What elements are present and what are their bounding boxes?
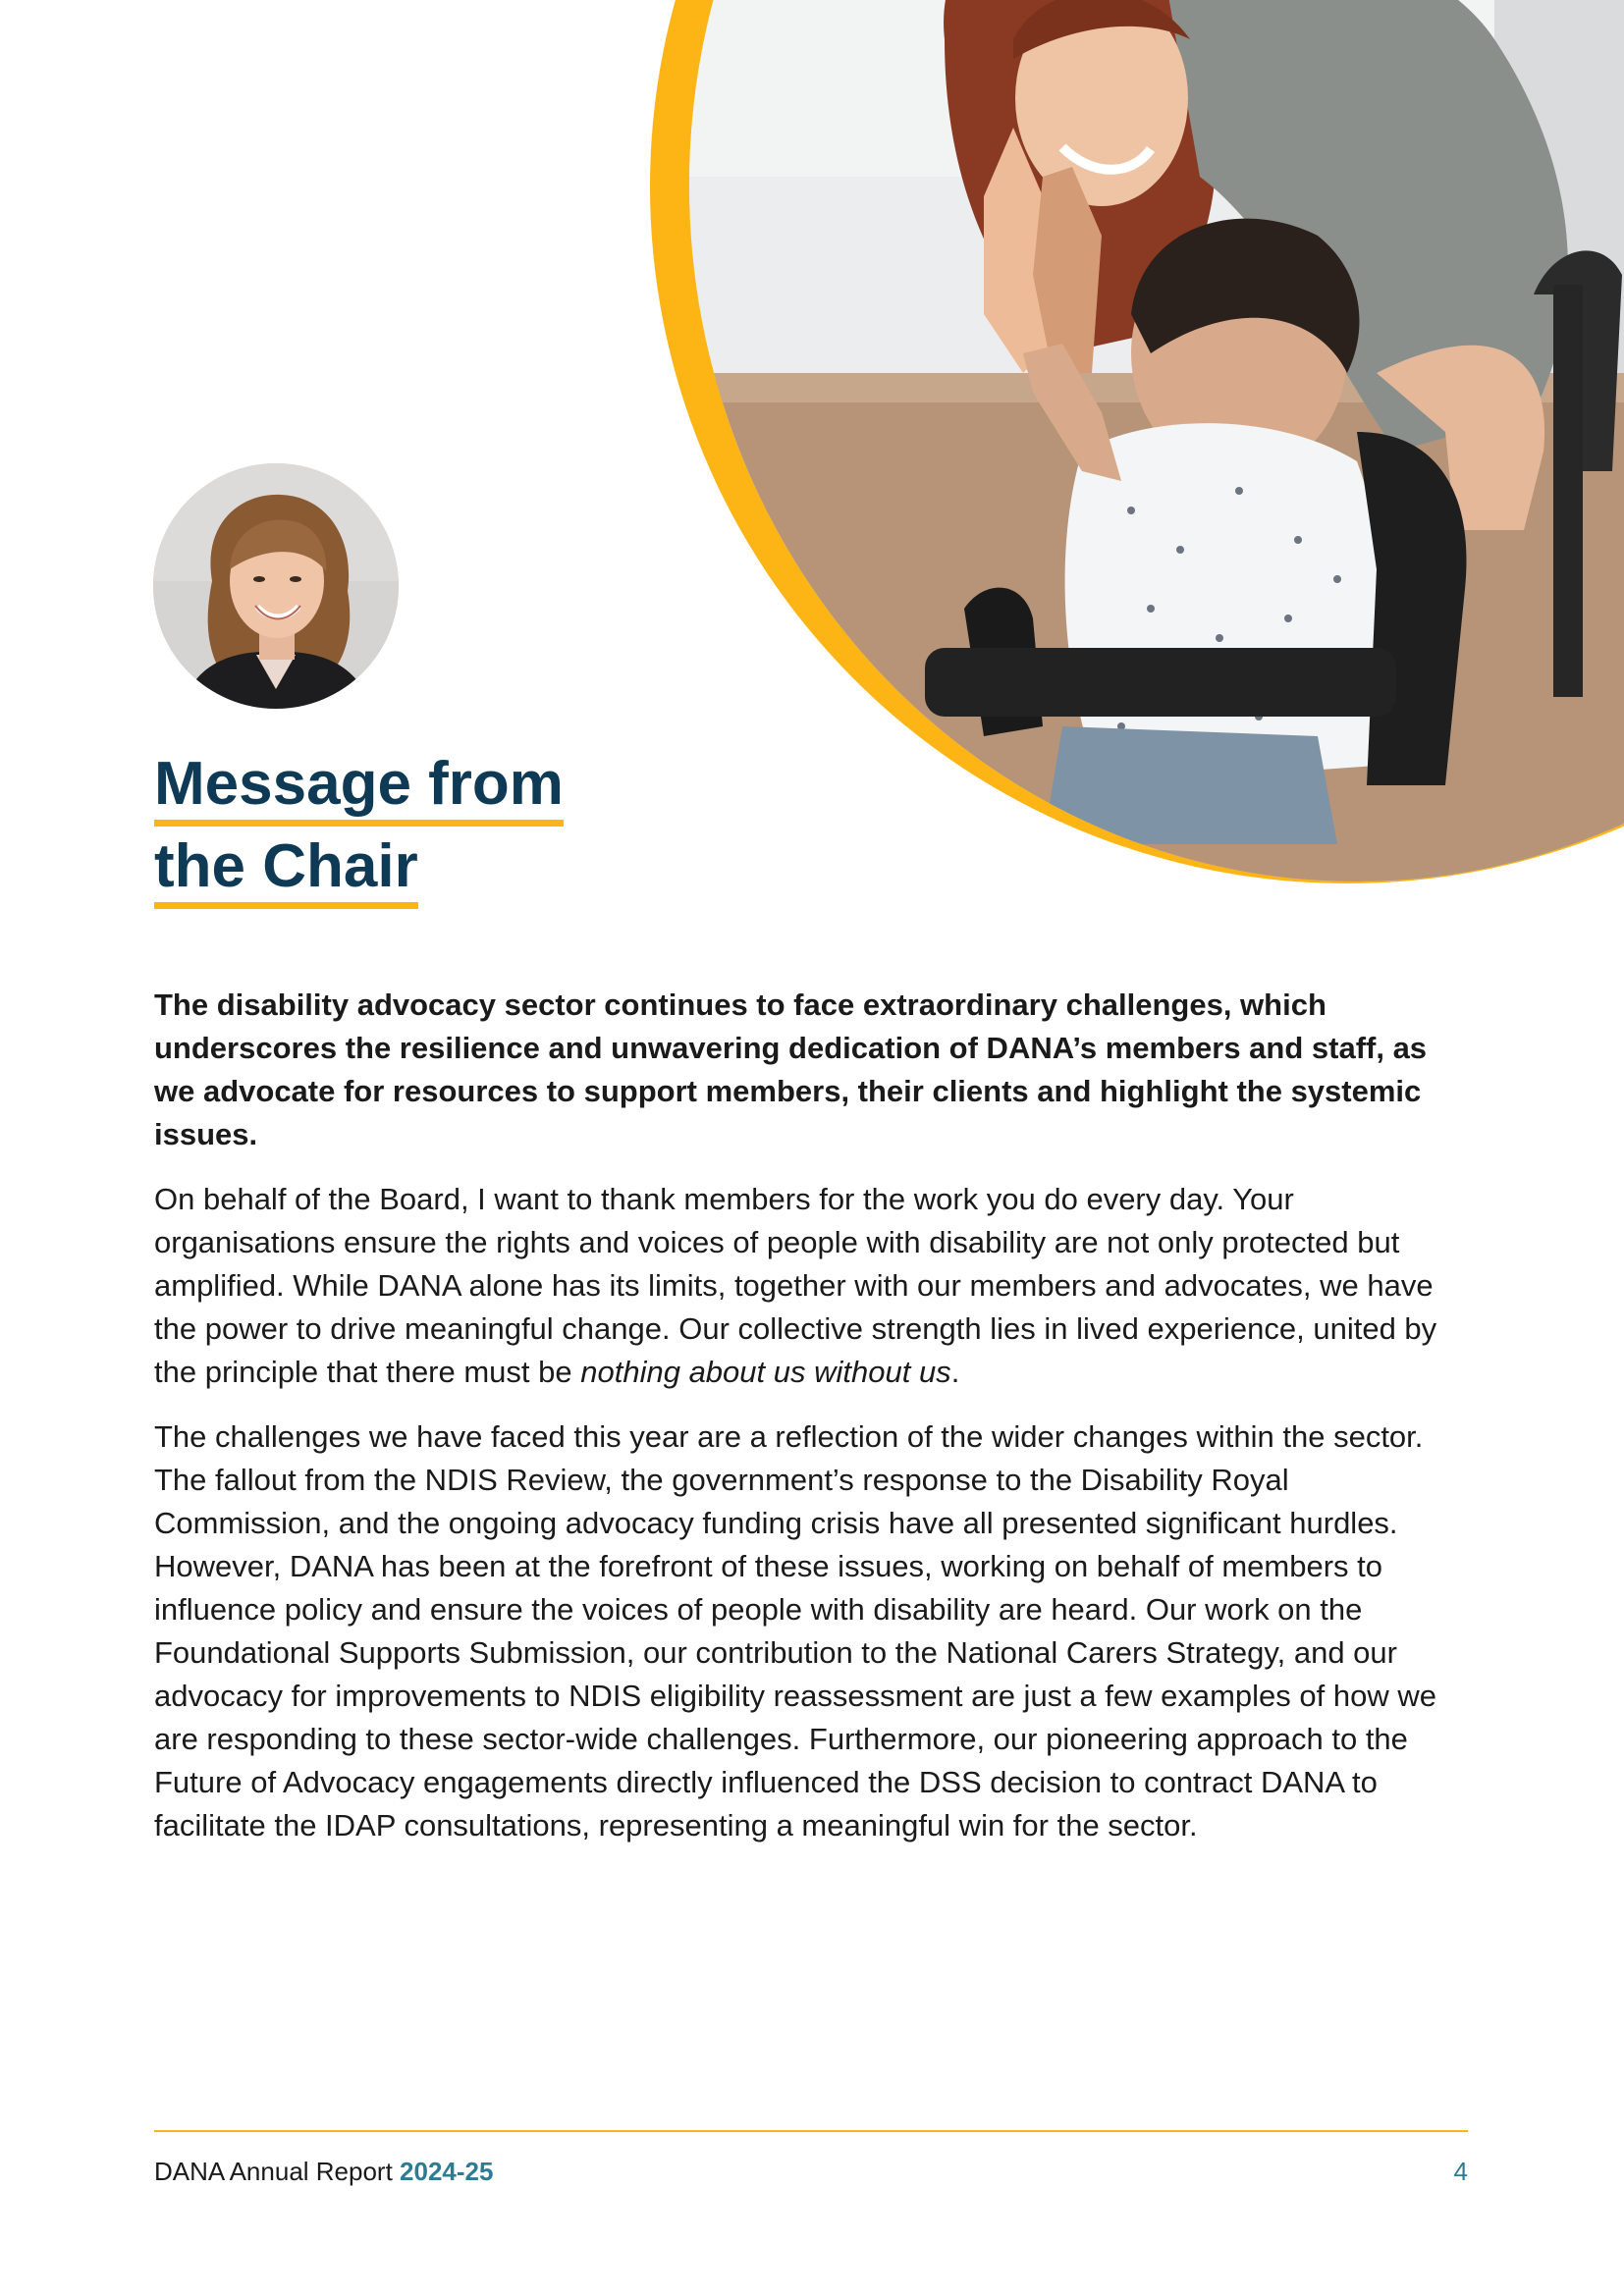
page-title-text-2: the Chair: [154, 831, 418, 909]
footer-report-year: 2024-25: [400, 2157, 494, 2186]
page-title-line-2: [154, 827, 418, 909]
footer-report-label: DANA Annual Report: [154, 2157, 393, 2186]
paragraph-board-thanks: [154, 1178, 1460, 1394]
hero-photo-illustration: [689, 0, 1624, 881]
page-title: [154, 744, 564, 909]
footer-divider: [154, 2130, 1468, 2132]
paragraph-board-thanks-end: .: [950, 1355, 960, 1389]
body-copy: [154, 984, 1460, 1869]
page-title-line-1: [154, 744, 564, 827]
page-title-text-1: Message from: [154, 749, 564, 827]
footer-report-title: [154, 2155, 493, 2188]
chair-portrait-illustration: [153, 463, 399, 709]
paragraph-board-thanks-text: On behalf of the Board, I want to thank members for the work you do every day. Your organisations ensure the rights and voices of people with disability are not only protected but amplified. While DANA alone has its limits, together with our members and advocates, we have the power to drive meaningful change. Our collective strength lies in lived experience, united by the principle that there must be: [154, 1182, 1437, 1389]
hero-image-frame: [650, 0, 1624, 883]
lead-paragraph: The disability advocacy sector continues to face extraordinary challenges, which underscores the resilience and unwavering dedication of DANA’s members and staff, as we advocate for resources to support members, their clients and highlight the systemic issues.: [154, 988, 1428, 1151]
paragraph-challenges: The challenges we have faced this year are a reflection of the wider changes within the sector. The fallout from the NDIS Review, the government’s response to the Disability Royal Commission, and the ongoing advocacy funding crisis have all presented significant hurdles. However, DANA has been at the forefront of these issues, working on behalf of members to influence policy and ensure the voices of people with disability are heard. Our work on the Foundational Supports Submission, our contribution to the National Carers Strategy, and our advocacy for improvements to NDIS eligibility reassessment are just a few examples of how we are responding to these sector-wide challenges. Furthermore, our pioneering approach to the Future of Advocacy engagements directly influenced the DSS decision to contract DANA to facilitate the IDAP consultations, representing a meaningful win for the sector.: [154, 1419, 1436, 1842]
hero-photo: [689, 0, 1624, 881]
page-number: 4: [1453, 2157, 1468, 2186]
emphasis-nothing-about-us: nothing about us without us: [580, 1355, 951, 1389]
chair-portrait: [153, 463, 399, 709]
